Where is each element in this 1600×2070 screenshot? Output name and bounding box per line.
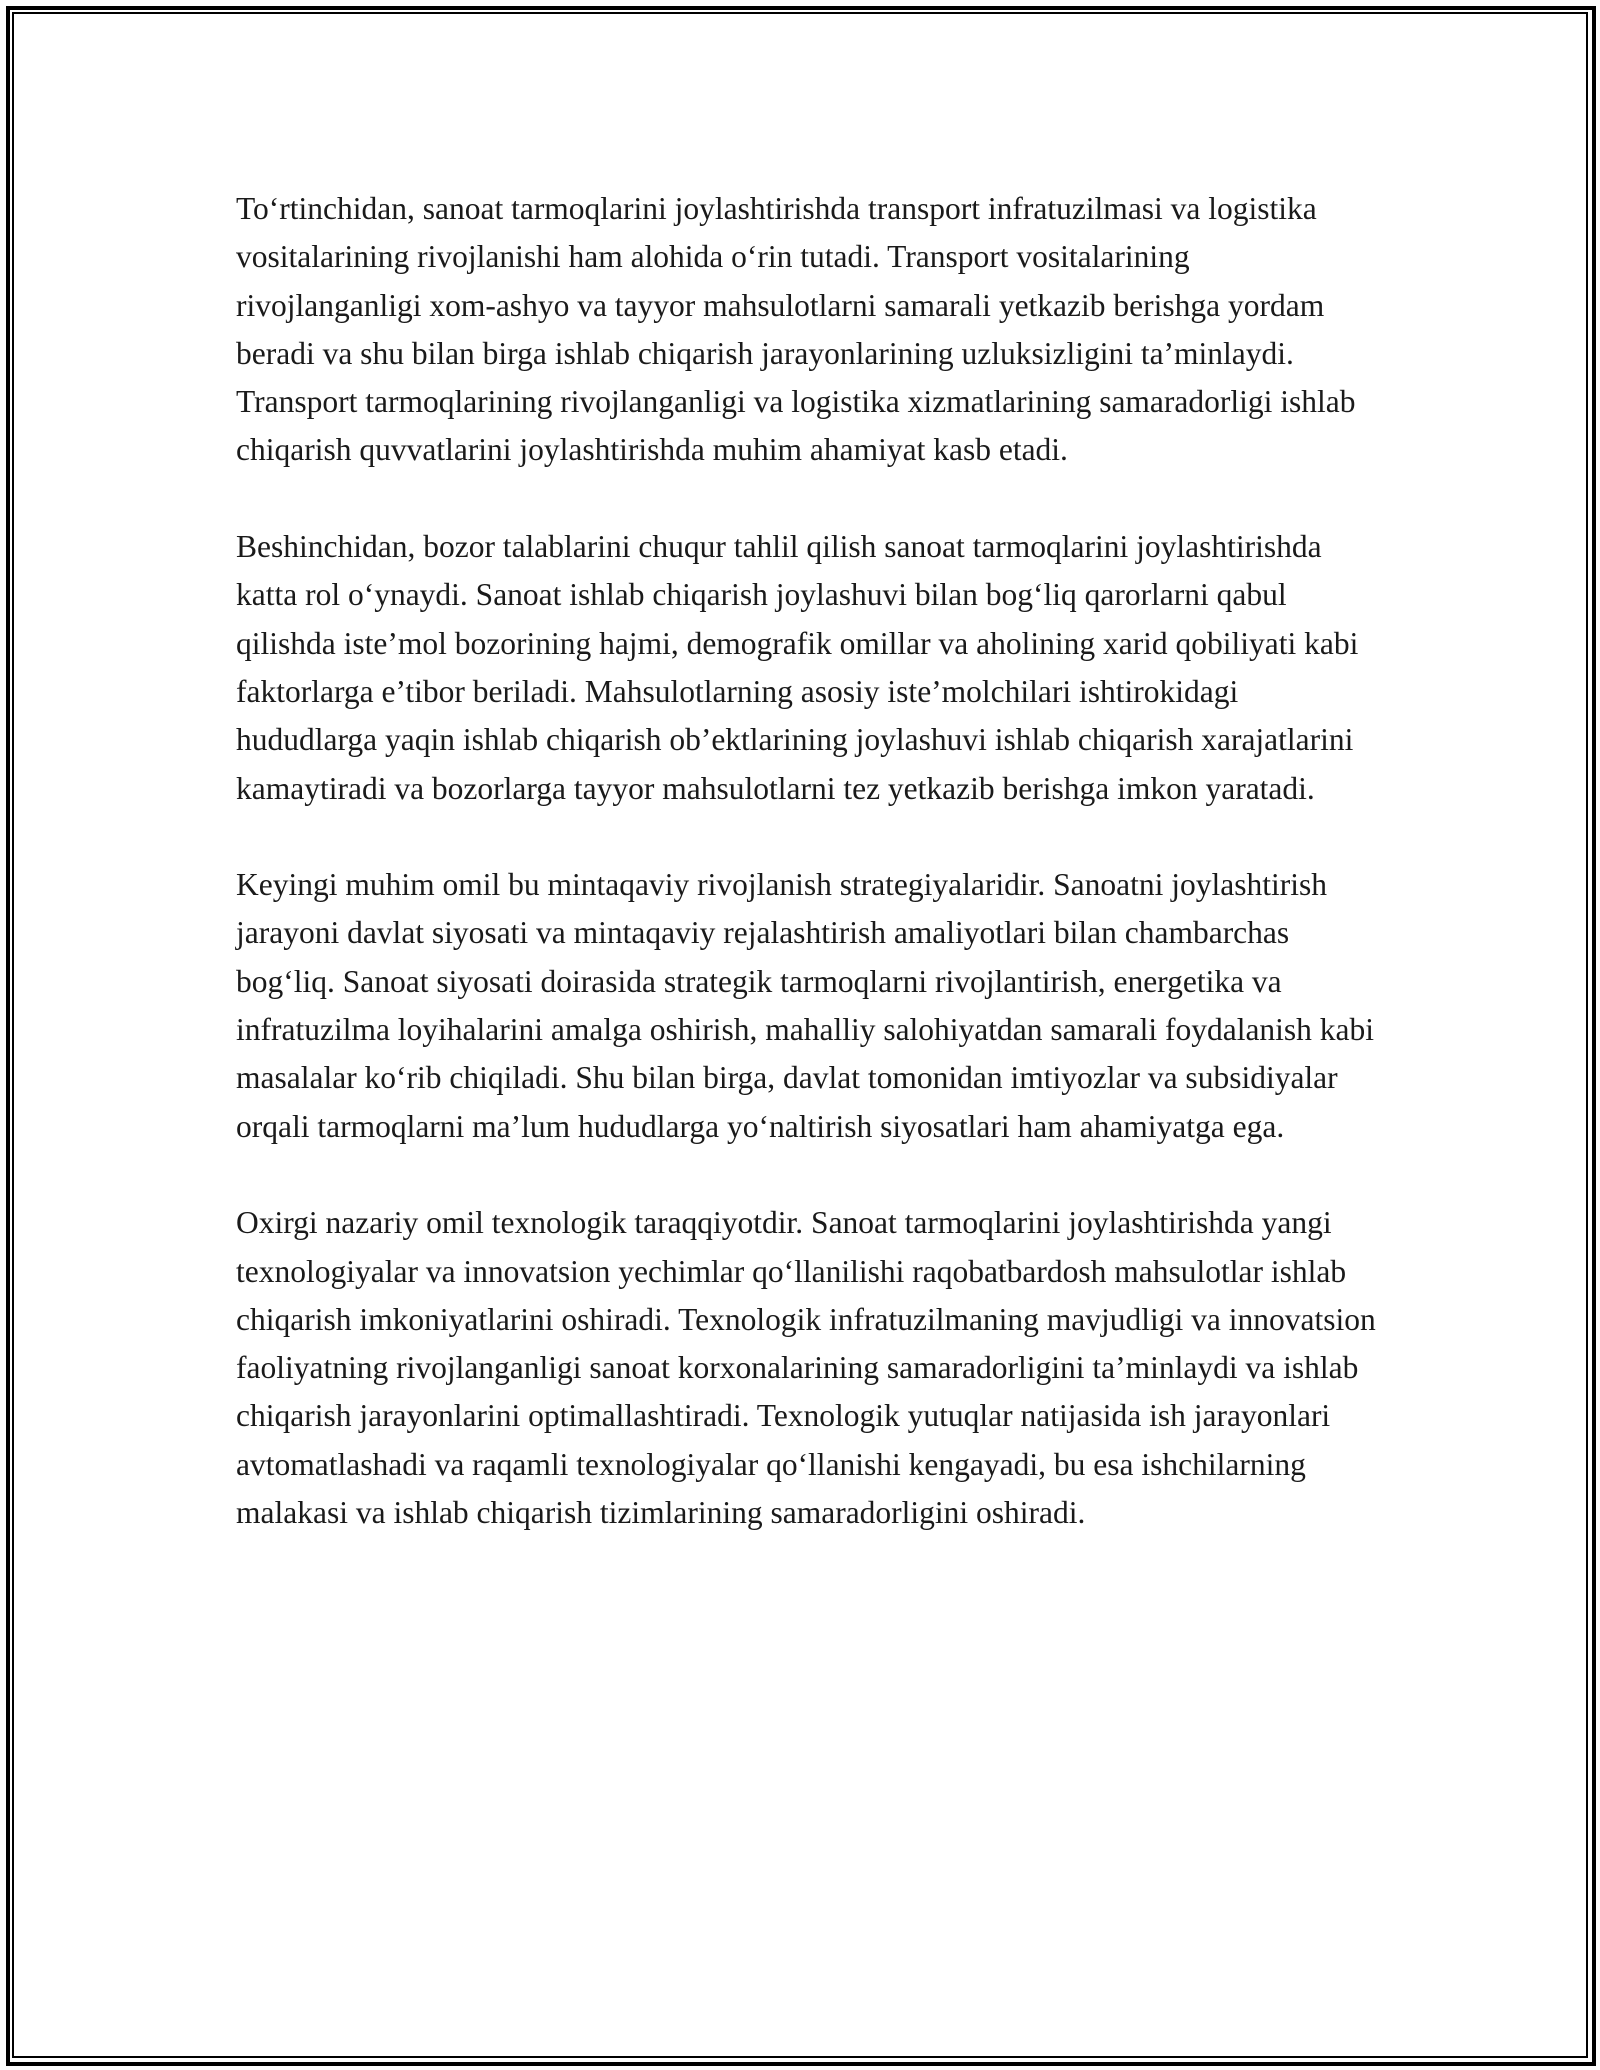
paragraph-market-demand: Beshinchidan, bozor talablarini chuqur tahlil qilish sanoat tarmoqlarini joylashtirishda katta rol o‘ynaydi. Sanoat ishlab chiqarish joylashuvi bilan bog‘liq qarorlarni qabul qilishda iste’mol bozorining hajmi, demografik omillar va aholining xarid qobiliyati kabi faktorlarga e’tibor beriladi. Mahsulotlarning asosiy iste’molchilari ishtirokidagi hududlarga yaqin ishlab chiqarish ob’ektlarining joylashuvi ishlab chiqarish xarajatlarini kamaytiradi va bozorlarga tayyor mahsulotlarni tez yetkazib berishga imkon yaratadi. — [236, 529, 1359, 806]
paragraph-technology: Oxirgi nazariy omil texnologik taraqqiyotdir. Sanoat tarmoqlarini joylashtirishda yangi texnologiyalar va innovatsion yechimlar qo‘llanilishi raqobatbardosh mahsulotlar ishlab chiqarish imkoniyatlarini oshiradi. Texnologik infratuzilmaning mavjudligi va innovatsion faoliyatning rivojlanganligi sanoat korxonalarining samaradorligini ta’minlaydi va ishlab chiqarish jarayonlarini optimallashtiradi. Texnologik yutuqlar natijasida ish jarayonlari avtomatlashadi va raqamli texnologiyalar qo‘llanishi kengayadi, bu esa ishchilarning malakasi va ishlab chiqarish tizimlarining samaradorligini oshiradi. — [236, 1205, 1376, 1531]
document-body — [236, 185, 1376, 1586]
paragraph-transport: To‘rtinchidan, sanoat tarmoqlarini joylashtirishda transport infratuzilmasi va logistika vositalarining rivojlanishi ham alohida o‘rin tutadi. Transport vositalarining rivojlanganligi xom-ashyo va tayyor mahsulotlarni samarali yetkazib berishga yordam beradi va shu bilan birga ishlab chiqarish jarayonlarining uzluksizligini ta’minlaydi. Transport tarmoqlarining rivojlanganligi va logistika xizmatlarining samaradorligi ishlab chiqarish quvvatlarini joylashtirishda muhim ahamiyat kasb etadi. — [236, 191, 1356, 468]
paragraph-regional-strategy: Keyingi muhim omil bu mintaqaviy rivojlanish strategiyalaridir. Sanoatni joylashtirish jarayoni davlat siyosati va mintaqaviy rejalashtirish amaliyotlari bilan chambarchas bog‘liq. Sanoat siyosati doirasida strategik tarmoqlarni rivojlantirish, energetika va infratuzilma loyihalarini amalga oshirish, mahalliy salohiyatdan samarali foydalanish kabi masalalar ko‘rib chiqiladi. Shu bilan birga, davlat tomonidan imtiyozlar va subsidiyalar orqali tarmoqlarni ma’lum hududlarga yo‘naltirish siyosatlari ham ahamiyatga ega. — [236, 867, 1375, 1144]
